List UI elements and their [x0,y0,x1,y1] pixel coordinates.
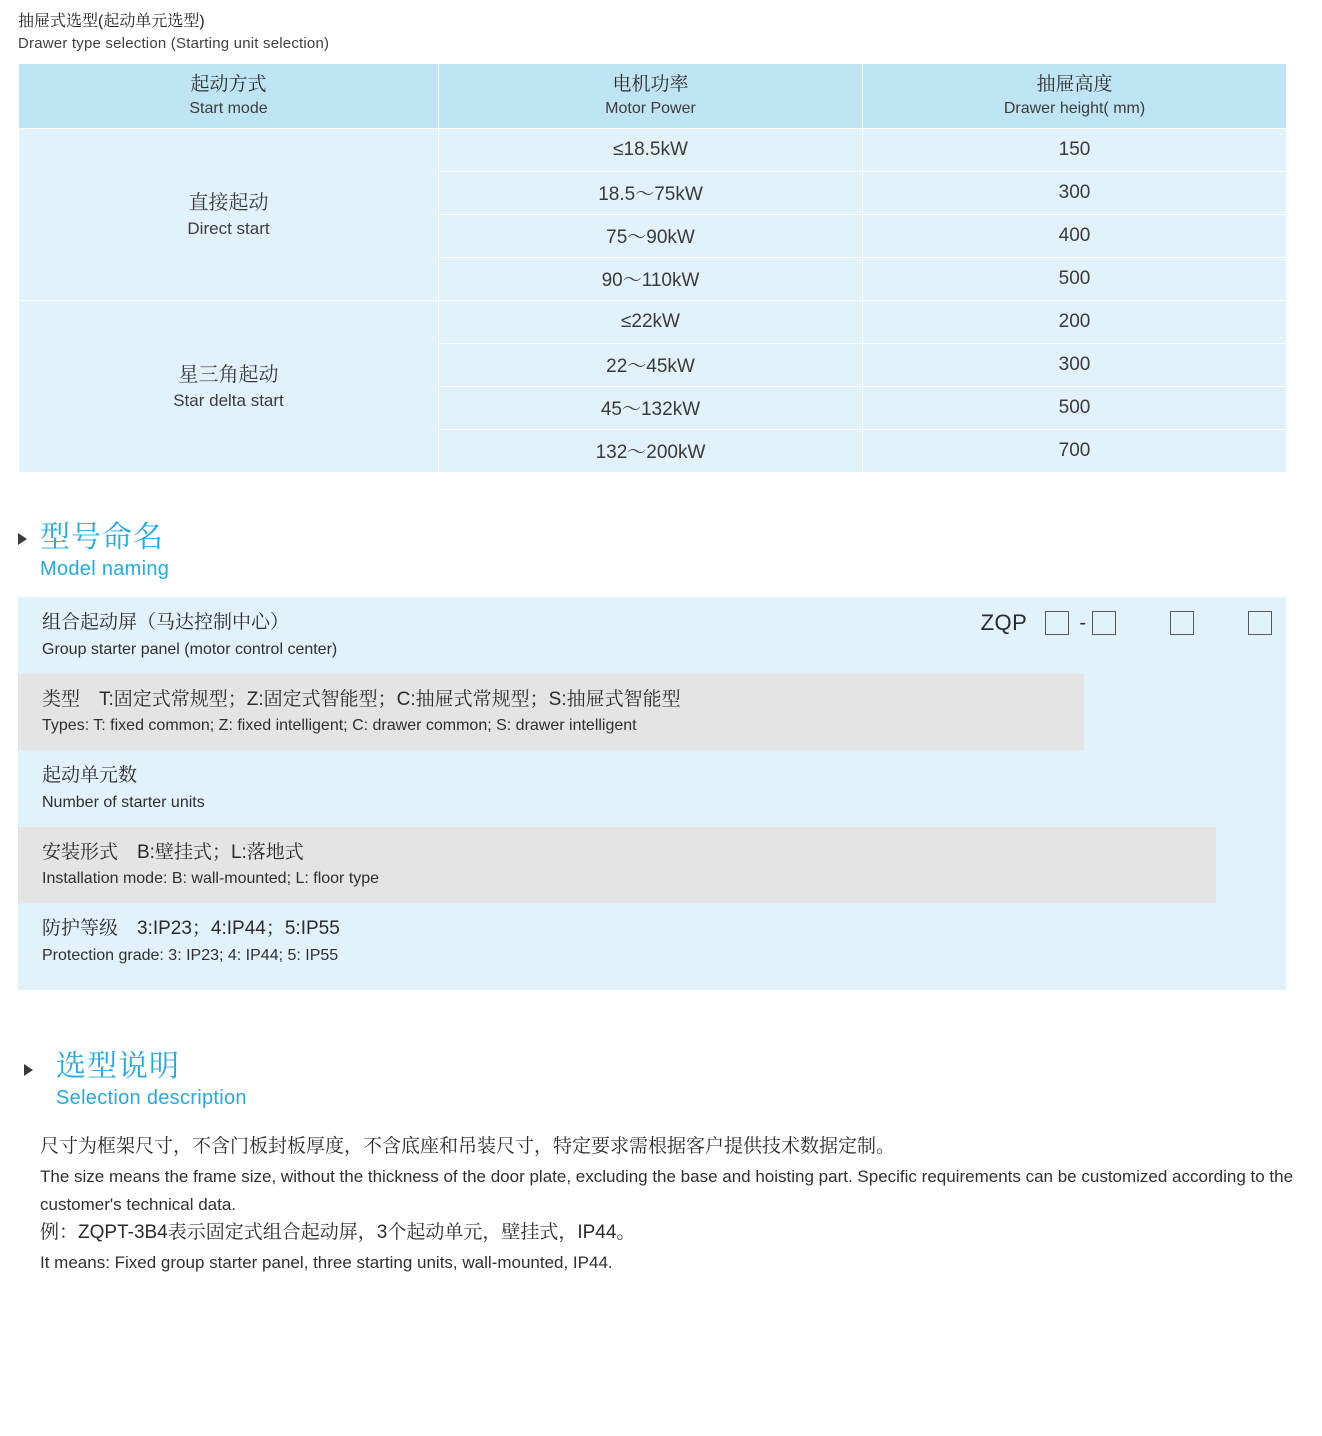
naming-row-types [18,674,1084,751]
selection-line2-en: It means: Fixed group starter panel, three starting units, wall-mounted, IP44. [40,1253,613,1273]
table-header-row [19,63,1287,128]
start-mode-star-delta-cn: 星三角起动 [178,363,279,386]
caption-cn: 抽屉式选型(起动单元选型) [18,13,205,30]
triangle-right-icon [18,533,27,545]
table-row [19,300,1287,343]
cell-power: 45～132kW [439,386,863,429]
cell-height: 300 [863,343,1287,386]
selection-description-text [18,1132,1304,1276]
start-mode-direct-en: Direct start [187,218,270,238]
selection-heading-en: Selection description [56,1087,247,1110]
naming-row-units-cn: 起动单元数 [42,765,138,787]
model-code-box-type [1045,611,1069,635]
section-heading-selection-description [18,1048,1304,1111]
model-naming-heading-cn: 型号命名 [40,520,164,554]
cell-height: 200 [863,300,1287,343]
naming-row-product-cn: 组合起动屏（马达控制中心） [42,612,290,634]
naming-row-installation [18,827,1216,904]
cell-power: 90～110kW [439,257,863,300]
model-code-box-protection [1248,611,1272,635]
naming-row-units-en: Number of starter units [42,793,205,811]
start-mode-direct-cn: 直接起动 [188,191,269,214]
model-code-box-install [1170,611,1194,635]
col-header-drawer-height-en: Drawer height( mm) [1003,99,1146,117]
cell-power: 132～200kW [439,429,863,472]
triangle-right-icon [24,1064,33,1076]
drawer-selection-caption [18,0,1304,55]
col-header-start-mode [19,63,439,128]
selection-line1-en: The size means the frame size, without the thickness of the door plate, excluding the base and hoisting part. Specific requirements can be customized according to the customer's technical data. [40,1167,1294,1214]
naming-row-installation-cn: 安装形式 B:壁挂式；L:落地式 [42,841,304,863]
cell-height: 150 [863,128,1287,171]
naming-row-product-en: Group starter panel (motor control center) [42,640,338,658]
naming-row-installation-en: Installation mode: B: wall-mounted; L: floor type [42,870,380,888]
naming-row-product [18,597,1008,674]
start-mode-star-delta-en: Star delta start [173,390,284,410]
drawer-spec-table [18,63,1287,473]
col-header-drawer-height [863,63,1287,128]
cell-power: 18.5～75kW [439,171,863,214]
naming-row-protection-cn: 防护等级 3:IP23；4:IP44；5:IP55 [42,918,340,940]
cell-height: 400 [863,214,1287,257]
naming-row-units [18,750,1160,827]
model-code-prefix: ZQP [980,610,1028,636]
model-naming-heading-en: Model naming [40,558,170,581]
selection-heading-cn: 选型说明 [56,1049,180,1083]
cell-power: 22～45kW [439,343,863,386]
col-header-motor-power [439,63,863,128]
cell-height: 500 [863,386,1287,429]
section-heading-model-naming [18,519,1304,582]
col-header-motor-power-en: Motor Power [605,99,696,117]
col-header-drawer-height-cn: 抽屉高度 [1036,74,1113,96]
table-row [19,128,1287,171]
col-header-motor-power-cn: 电机功率 [612,74,689,96]
cell-height: 700 [863,429,1287,472]
cell-power: ≤22kW [439,300,863,343]
naming-row-protection-en: Protection grade: 3: IP23; 4: IP44; 5: IP55 [42,946,339,964]
model-code-diagram [926,597,1286,649]
selection-line2-cn: 例：ZQPT-3B4表示固定式组合起动屏，3个起动单元，壁挂式，IP44。 [40,1222,636,1244]
cell-height: 300 [863,171,1287,214]
cell-height: 500 [863,257,1287,300]
col-header-start-mode-en: Start mode [189,99,268,117]
selection-line1-cn: 尺寸为框架尺寸，不含门板封板厚度，不含底座和吊装尺寸，特定要求需根据客户提供技术数据定制。 [40,1136,896,1158]
cell-start-mode-direct [19,128,439,300]
col-header-start-mode-cn: 起动方式 [190,74,267,96]
cell-power: ≤18.5kW [439,128,863,171]
cell-start-mode-star-delta [19,300,439,472]
caption-en: Drawer type selection (Starting unit selection) [18,35,330,53]
cell-power: 75～90kW [439,214,863,257]
naming-row-protection [18,903,1286,980]
model-code-box-units [1092,611,1116,635]
model-code-dash: - [1079,611,1086,634]
naming-row-types-en: Types: T: fixed common; Z: fixed intelligent; C: drawer common; S: drawer intelligent [42,717,637,735]
model-naming-block [18,597,1286,990]
naming-row-types-cn: 类型 T:固定式常规型；Z:固定式智能型；C:抽屉式常规型；S:抽屉式智能型 [42,688,681,710]
